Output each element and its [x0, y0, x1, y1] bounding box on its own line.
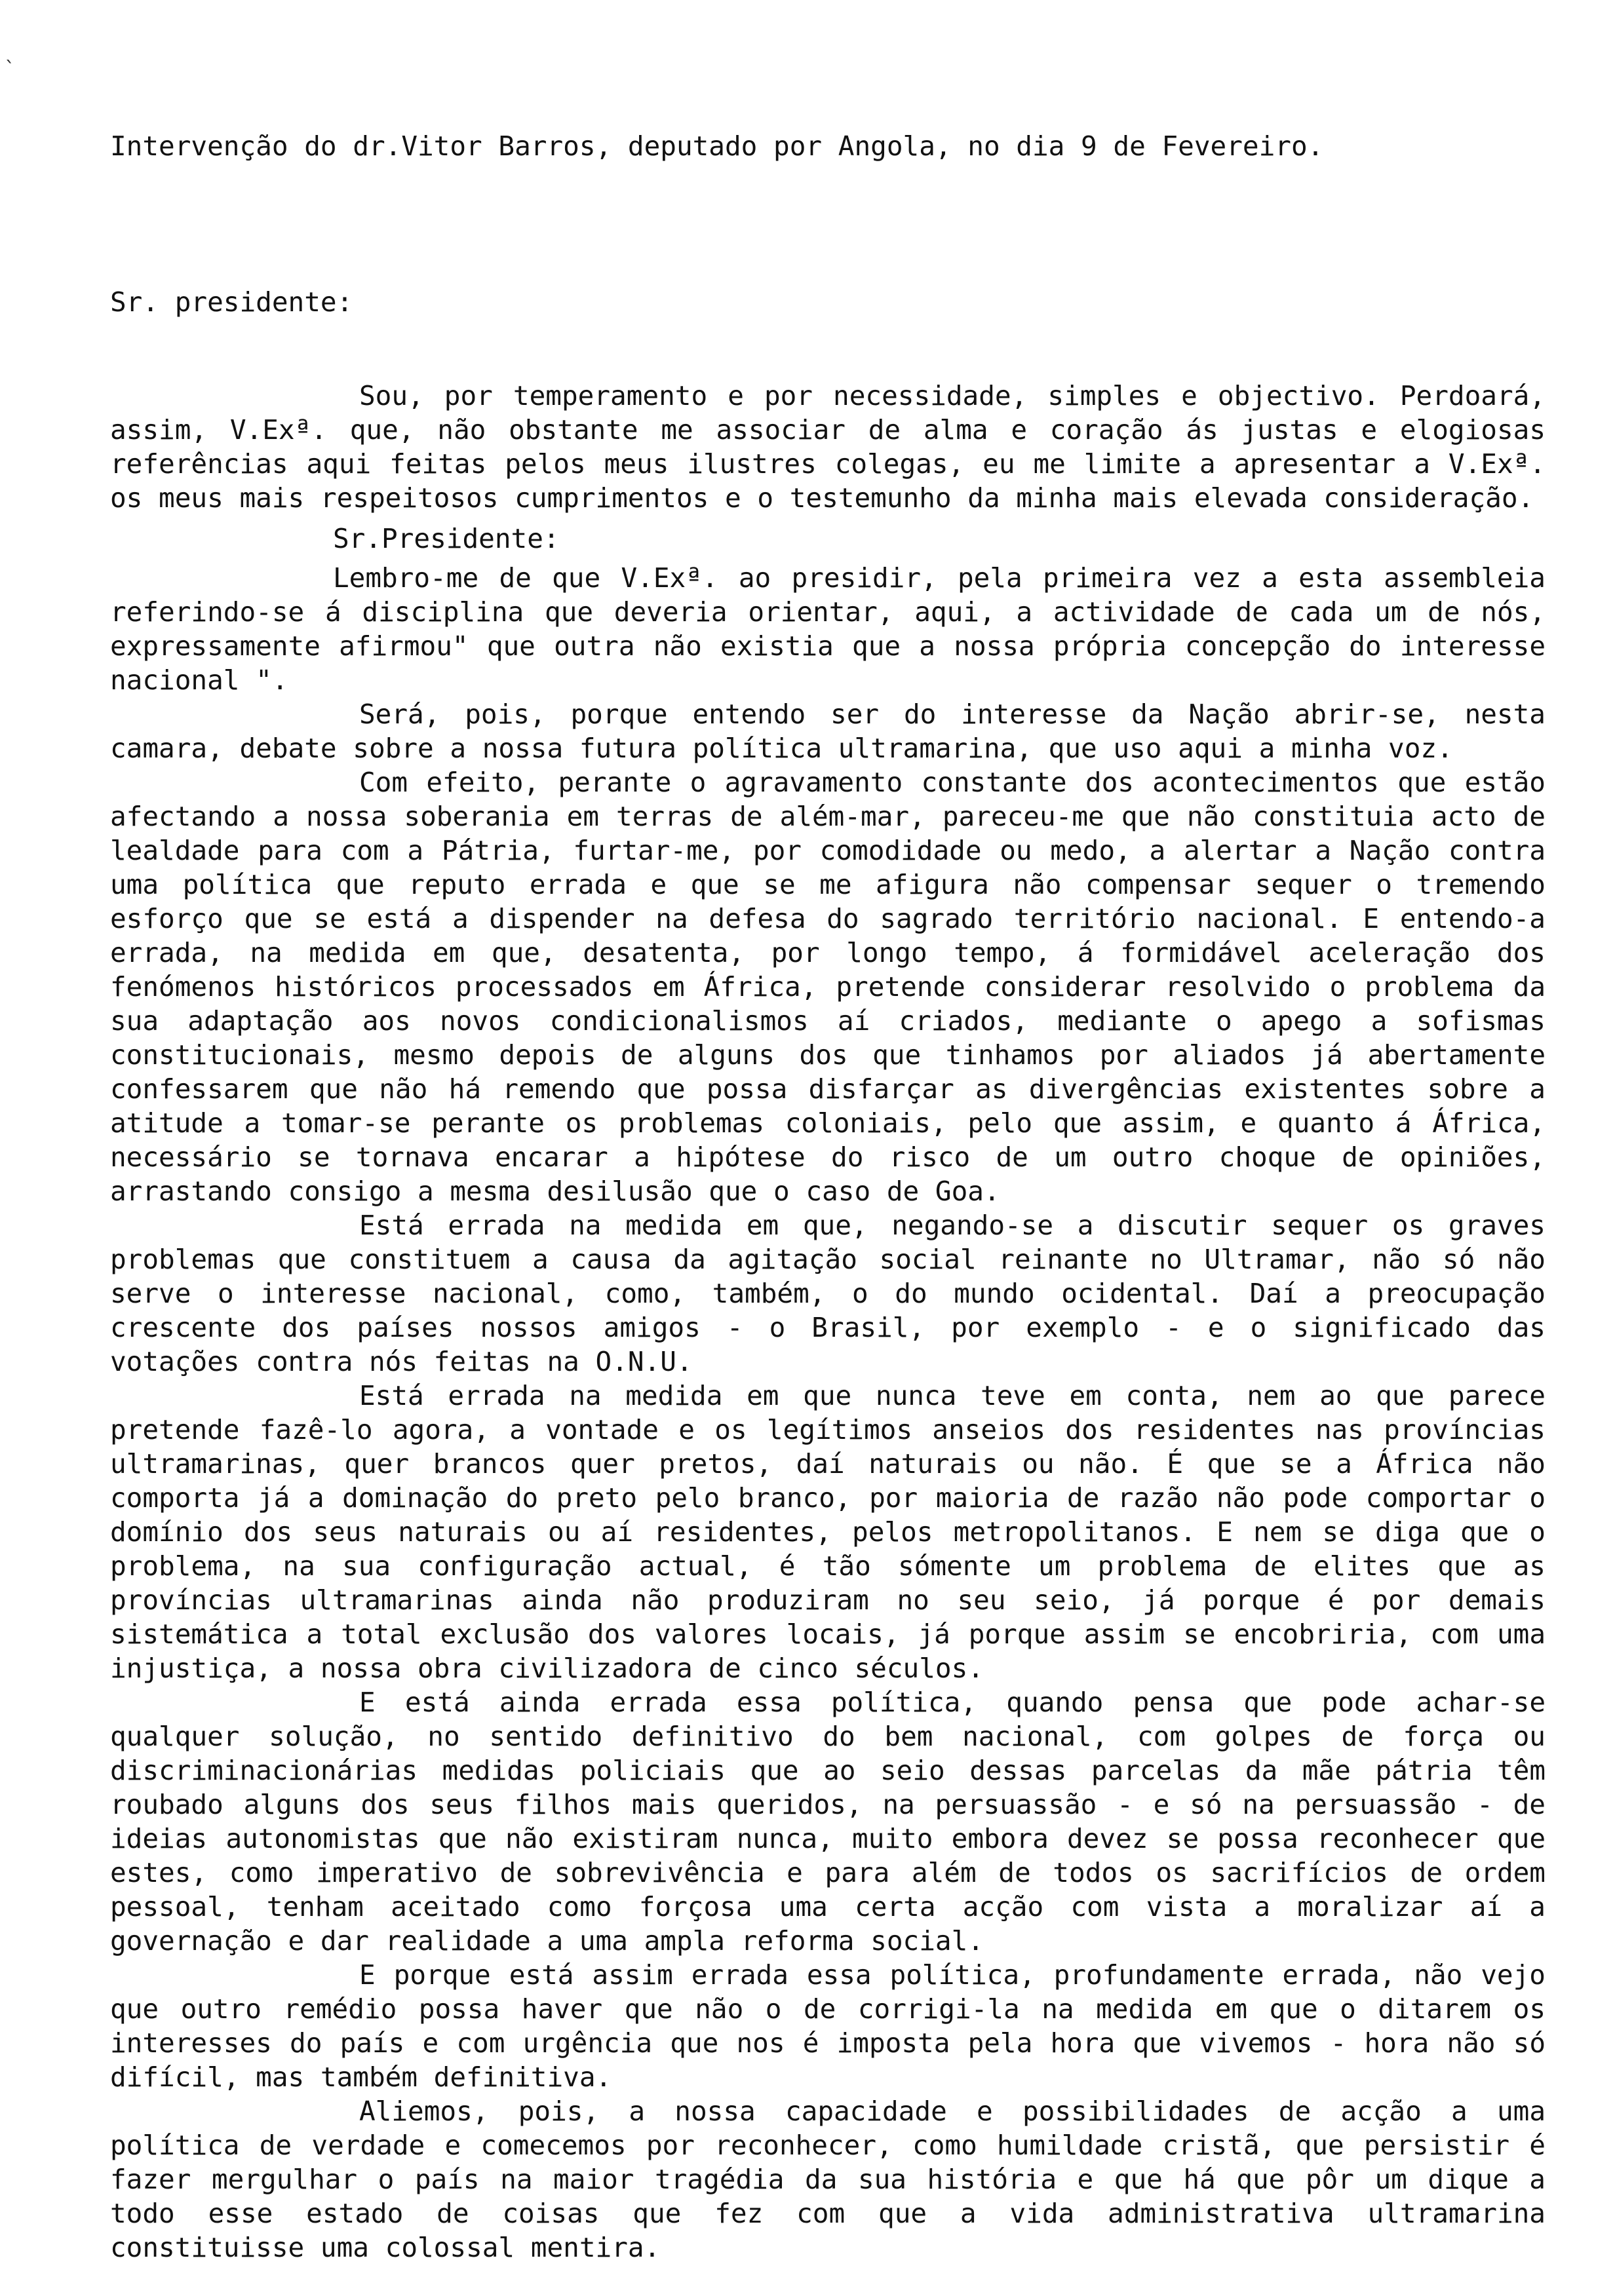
paragraph-residents: Está errada na medida em que nunca teve em conta, nem ao que parece pretende fazê-lo agora, a vontade e os legítimos anseios dos residentes nas províncias ultramarinas, quer brancos quer pretos, daí naturais ou não. É que se a África não comporta já a dominação do preto pelo branco, por maioria de razão não pode comportar o domínio dos seus naturais ou aí residentes, pelos metropolitanos. E nem se diga que o problema, na sua configuração actual, é tão sómente um problema de elites que as províncias ultramarinas ainda não produziram no seu seio, já porque é por demais sistemática a total exclusão dos valores locais, já porque assim se encobriria, com uma injustiça, a nossa obra civilizadora de cinco séculos.	[110, 1380, 1546, 1684]
paragraph-purpose: Será, pois, porque entendo ser do interesse da Nação abrir-se, nesta camara, debate sobre a nossa futura política ultramarina, que uso aqui a minha voz.	[110, 698, 1546, 764]
paragraph-closing: Aliemos, pois, a nossa capacidade e possibilidades de acção a uma política de verdade e comecemos por reconhecer, como humildade cristã, que persistir é fazer mergulhar o país na maior tragédia da sua história e que há que pôr um dique a todo esse estado de coisas que fez com que a vida administrativa ultramarina constituisse uma colossal mentira.	[110, 2095, 1546, 2263]
paragraph-force: E está ainda errada essa política, quando pensa que pode achar-se qualquer solução, no sentido definitivo do bem nacional, com golpes de força ou discriminacionárias medidas policiais que ao seio dessas parcelas da mãe pátria têm roubado alguns dos seus filhos mais queridos, na persuassão - e só na persuassão - de ideias autonomistas que não existiram nunca, muito embora devez se possa reconhecer que estes, como imperativo de sobrevivência e para além de todos os sacrifícios de ordem pessoal, tenham aceitado como forçosa uma certa acção com vista a moralizar aí a governação e dar realidade a uma ampla reforma social.	[110, 1687, 1546, 1957]
stray-mark: `	[4, 58, 16, 81]
paragraph-remedy: E porque está assim errada essa política, profundamente errada, não vejo que outro remédio possa haver que não o de corrigi-la na medida em que o ditarem os interesses do país e com urgência que nos é imposta pela hora que vivemos - hora não só difícil, mas também definitiva.	[110, 1959, 1546, 2093]
document-heading: Intervenção do dr.Vitor Barros, deputado por Angola, no dia 9 de Fevereiro.	[110, 130, 1324, 162]
salutation-president: Sr.Presidente:	[333, 523, 560, 554]
paragraph-policy-critique: Com efeito, perante o agravamento constante dos acontecimentos que estão afectando a nossa soberania em terras de além-mar, pareceu-me que não constituia acto de lealdade para com a Pátria, furtar-me, por comodidade ou medo, a alertar a Nação contra uma política que reputo errada e que se me afigura não compensar sequer o tremendo esforço que se está a dispender na defesa do sagrado território nacional. E entendo-a errada, na medida em que, desatenta, por longo tempo, á formidável aceleração dos fenómenos históricos processados em África, pretende considerar resolvido o problema da sua adaptação aos novos condicionalismos aí criados, mediante o apego a sofismas constitucionais, mesmo depois de alguns dos que tinhamos por aliados já abertamente confessarem que não há remendo que possa disfarçar as divergências existentes sobre a atitude a tomar-se perante os problemas coloniais, pelo que assim, e quanto á África, necessário se tornava encarar a hipótese do risco de um outro choque de opiniões, arrastando consigo a mesma desilusão que o caso de Goa.	[110, 767, 1546, 1207]
paragraph-social-problems: Está errada na medida em que, negando-se a discutir sequer os graves problemas que constituem a causa da agitação social reinante no Ultramar, não só não serve o interesse nacional, como, também, o do mundo ocidental. Daí a preocupação crescente dos países nossos amigos - o Brasil, por exemplo - e o significado das votações contra nós feitas na O.N.U.	[110, 1210, 1546, 1377]
greeting: Sr. presidente:	[110, 286, 353, 318]
paragraph-recollection: Lembro-me de que V.Exª. ao presidir, pela primeira vez a esta assembleia referindo-se á disciplina que deveria orientar, aqui, a actividade de cada um de nós, expressamente afirmou" que outra não existia que a nossa própria concepção do interesse nacional ".	[110, 562, 1546, 696]
paragraph-opening: Sou, por temperamento e por necessidade, simples e objectivo. Perdoará, assim, V.Exª. que, não obstante me associar de alma e coração ás justas e elogiosas referências aqui feitas pelos meus ilustres colegas, eu me limite a apresentar a V.Exª. os meus mais respeitosos cumprimentos e o testemunho da minha mais elevada consideração.	[110, 380, 1546, 514]
document-body	[110, 379, 1546, 2265]
